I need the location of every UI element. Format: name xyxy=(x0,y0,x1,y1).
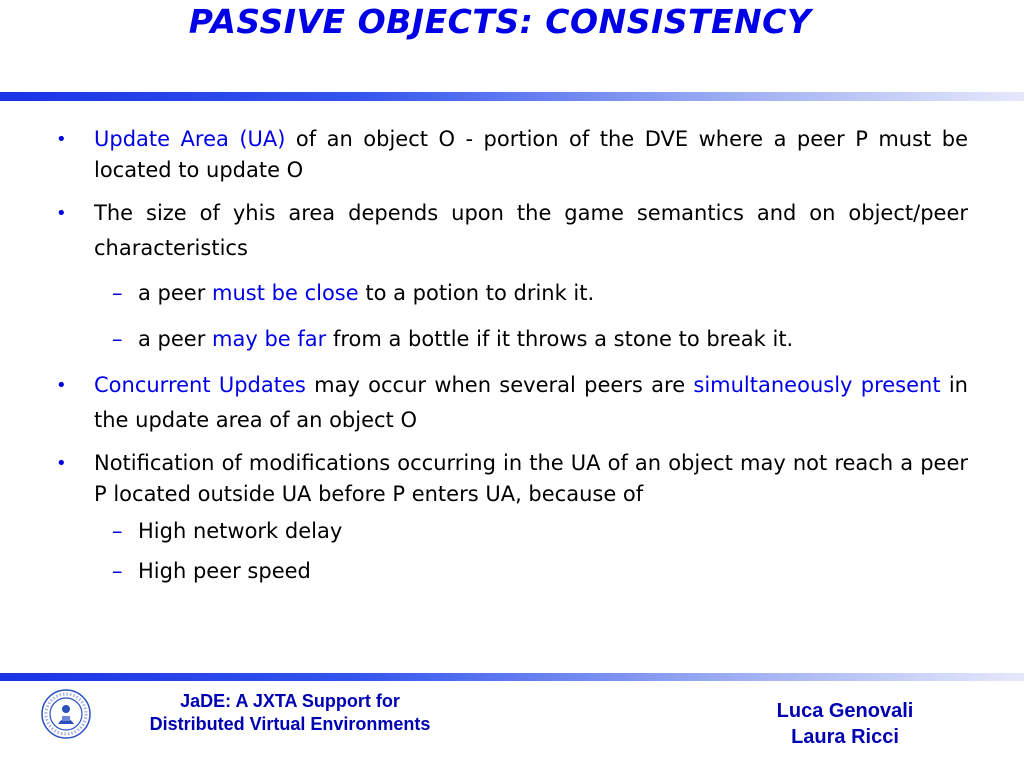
bullet-notification xyxy=(56,448,968,510)
footer-authors xyxy=(740,698,950,750)
title-divider-bar xyxy=(0,92,1024,101)
bullet-concurrent-updates xyxy=(56,368,968,438)
dash-icon: – xyxy=(112,519,123,543)
bullet-icon: • xyxy=(56,375,67,396)
highlight-may-be-far: may be far xyxy=(212,327,327,351)
highlight-simultaneously-present: simultaneously present xyxy=(693,373,941,397)
sub-text: High network delay xyxy=(138,519,343,543)
bullet-update-area xyxy=(56,124,968,186)
bullet-text: of an object O - portion of the DVE where a peer P must be located to update O xyxy=(94,127,968,182)
highlight-concurrent-updates: Concurrent Updates xyxy=(94,373,306,397)
bullet-area-size xyxy=(56,196,968,266)
bullet-text: The size of yhis area depends upon the game semantics and on object/peer characteristics xyxy=(94,201,968,260)
slide-title: PASSIVE OBJECTS: CONSISTENCY xyxy=(188,2,812,41)
sub-item-network-delay xyxy=(56,514,968,549)
sub-text: from a bottle if it throws a stone to break it. xyxy=(326,327,794,351)
university-seal-icon xyxy=(40,688,92,740)
dash-icon: – xyxy=(112,559,123,583)
footer-presentation-title xyxy=(110,690,470,736)
slide-body xyxy=(56,124,968,594)
dash-icon: – xyxy=(112,281,123,305)
dash-icon: – xyxy=(112,327,123,351)
bullet-icon: • xyxy=(56,453,67,474)
footer-divider-bar xyxy=(0,673,1024,681)
sub-text: a peer xyxy=(138,281,213,305)
sub-text: High peer speed xyxy=(138,559,311,583)
sub-item-potion xyxy=(56,276,968,311)
highlight-update-area: Update Area (UA) xyxy=(94,127,286,151)
author-2: Laura Ricci xyxy=(791,726,899,748)
author-1: Luca Genovali xyxy=(776,700,914,722)
sub-text: a peer xyxy=(138,327,213,351)
sub-text: to a potion to drink it. xyxy=(358,281,595,305)
bullet-text: may occur when several peers are xyxy=(305,373,694,397)
footer-title-line-1: JaDE: A JXTA Support for xyxy=(180,691,400,711)
bullet-text: Notification of modifications occurring in the UA of an object may not reach a peer P located outside UA before P enters UA, because of xyxy=(94,451,968,506)
bullet-text: in the update area of an object O xyxy=(94,373,968,432)
footer-title-line-2: Distributed Virtual Environments xyxy=(149,714,431,734)
sub-item-bottle xyxy=(56,322,968,357)
bullet-icon: • xyxy=(56,203,67,224)
bullet-icon: • xyxy=(56,129,67,150)
highlight-must-be-close: must be close xyxy=(212,281,359,305)
sub-item-peer-speed xyxy=(56,554,968,589)
